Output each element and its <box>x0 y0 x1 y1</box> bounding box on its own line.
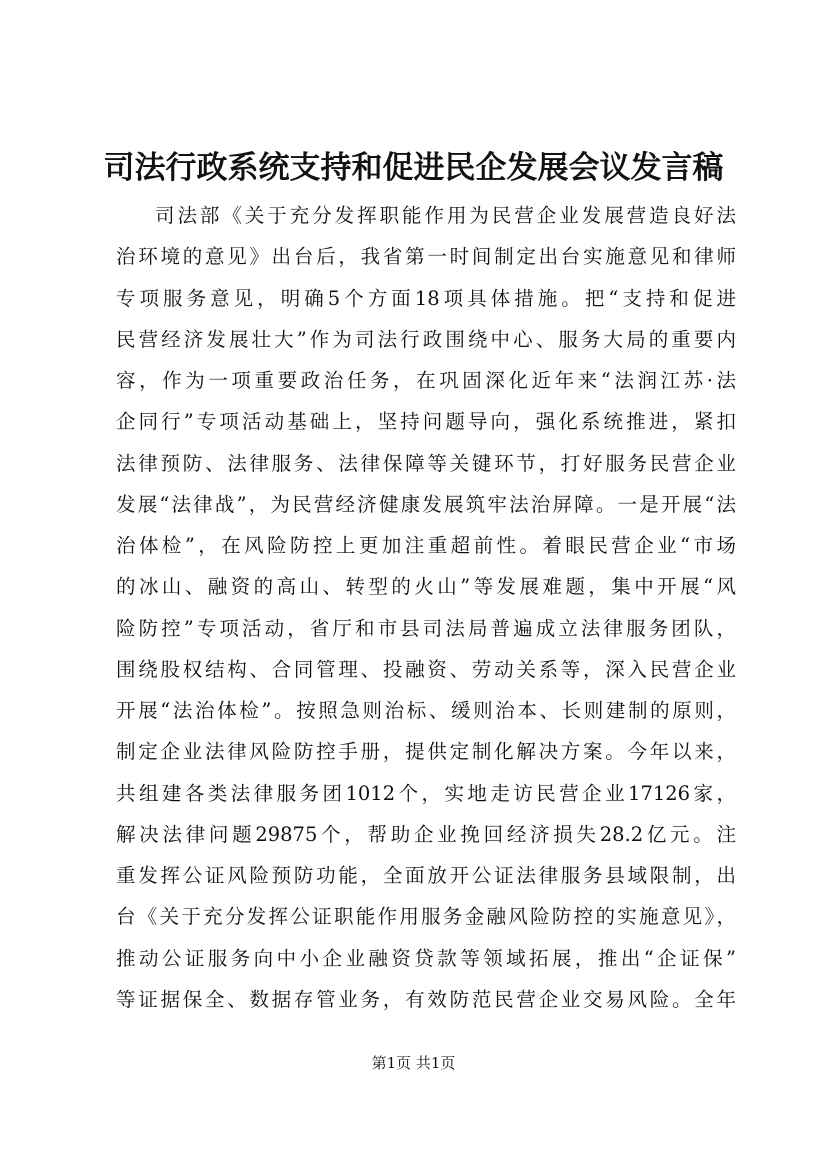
body-line: 民营经济发展壮大”作为司法行政围绕中心、服务大局的重要内 <box>116 327 736 351</box>
body-line: 共组建各类法律服务团1012个，实地走访民营企业17126家， <box>116 781 736 805</box>
body-line: 重发挥公证风险预防功能，全面放开公证法律服务县域限制，出 <box>116 864 736 887</box>
document-title: 司法行政系统支持和促进民企发展会议发言稿 <box>103 150 724 186</box>
page-number: 第1页 共1页 <box>371 1054 456 1072</box>
body-line: 台《关于充分发挥公证职能作用服务金融风险防控的实施意见》， <box>116 905 736 929</box>
body-line: 解决法律问题29875个，帮助企业挽回经济损失28.2亿元。注 <box>116 822 736 846</box>
body-line: 发展“法律战”，为民营经济健康发展筑牢法治屏障。一是开展“法 <box>116 492 736 516</box>
body-line: 开展“法治体检”。按照急则治标、缓则治本、长则建制的原则， <box>116 699 736 722</box>
body-line: 容，作为一项重要政治任务，在巩固深化近年来“法润江苏·法 <box>116 369 736 392</box>
body-line: 企同行”专项活动基础上，坚持问题导向，强化系统推进，紧扣 <box>116 410 736 434</box>
body-line: 治体检”，在风险防控上更加注重超前性。着眼民营企业“市场 <box>116 534 736 557</box>
body-line: 等证据保全、数据存管业务，有效防范民营企业交易风险。全年 <box>116 987 736 1011</box>
body-line: 专项服务意见，明确5个方面18项具体措施。把“支持和促进 <box>116 286 736 310</box>
body-text <box>116 195 736 1020</box>
body-line: 险防控”专项活动，省厅和市县司法局普遍成立法律服务团队， <box>116 616 736 640</box>
body-line: 围绕股权结构、合同管理、投融资、劳动关系等，深入民营企业 <box>116 657 736 681</box>
body-line: 治环境的意见》出台后，我省第一时间制定出台实施意见和律师 <box>116 245 736 269</box>
body-line: 制定企业法律风险防控手册，提供定制化解决方案。今年以来， <box>116 740 736 764</box>
body-line: 司法部《关于充分发挥职能作用为民营企业发展营造良好法 <box>155 204 736 227</box>
body-line: 法律预防、法律服务、法律保障等关键环节，打好服务民营企业 <box>116 451 736 475</box>
body-line: 的冰山、融资的高山、转型的火山”等发展难题，集中开展“风 <box>116 575 736 599</box>
body-line: 推动公证服务向中小企业融资贷款等领域拓展，推出“企证保” <box>116 946 736 970</box>
